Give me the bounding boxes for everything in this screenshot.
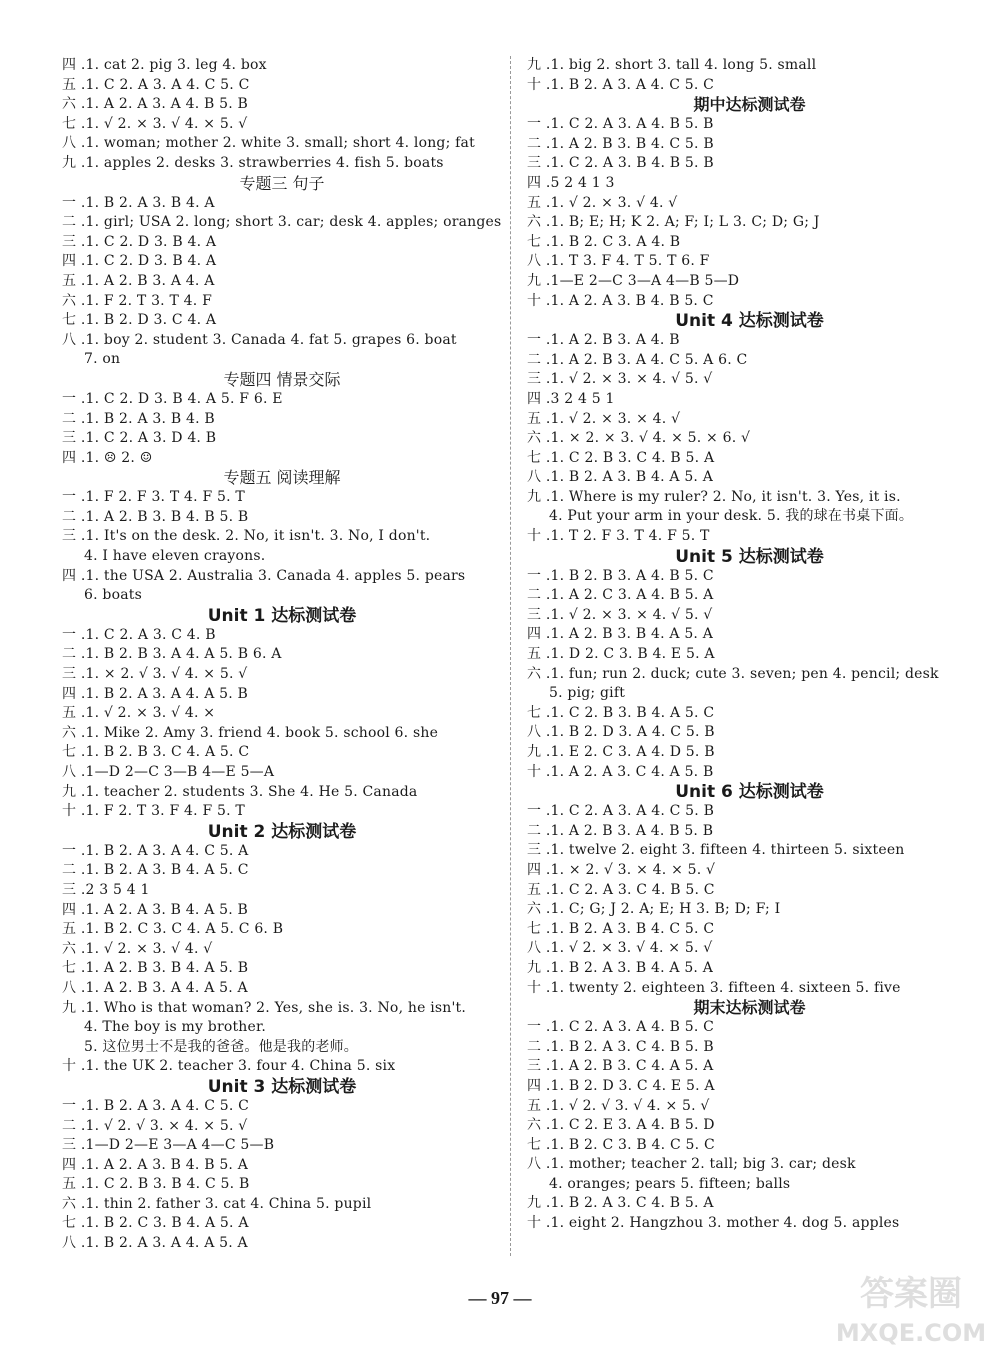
answer-line: 三 .1—D 2—E 3—A 4—C 5—B [62,1137,275,1154]
answer-line: 八 .1. A 2. B 3. A 4. A 5. A [62,979,248,996]
answer-line: 三 .1. twelve 2. eight 3. fifteen 4. thirteen 5. sixteen [527,842,905,859]
answer-line: 四 .1. B 2. A 3. A 4. A 5. B [62,685,249,702]
answer-line: 五 .1. √ 2. × 3. √ 4. √ [527,194,678,211]
answer-line: 七 .1. B 2. C 3. B 4. A 5. A [62,1215,249,1232]
answer-line: 七 .1. B 2. D 3. C 4. A [62,312,217,329]
section-heading: Unit 1 达标测试卷 [207,605,357,626]
section-heading: Unit 6 达标测试卷 [675,782,824,803]
answer-line: 四 .1. C 2. D 3. B 4. A [62,253,217,270]
answer-line: 二 .1. B 2. A 3. B 4. A 5. C [62,862,249,879]
answer-line-continuation: 5. 这位男士不是我的爸爸。他是我的老师。 [84,1038,359,1055]
answer-line: 三 .1. C 2. A 3. B 4. B 5. B [527,155,714,172]
answer-line: 八 .1. mother; teacher 2. tall; big 3. car; desk [527,1156,856,1173]
watermark-top-text: 答案圈 [860,1274,962,1314]
answer-line: 一 .1. C 2. A 3. A 4. B 5. B [527,116,714,133]
answer-line: 一 .1. F 2. F 3. T 4. F 5. T [62,489,245,506]
answer-line: 五 .1. √ 2. × 3. × 4. √ [527,410,681,427]
answer-line: 五 .1. C 2. A 3. C 4. B 5. C [527,881,715,898]
section-heading: Unit 4 达标测试卷 [675,311,824,332]
watermark-bottom-text: MXQE.COM [836,1319,986,1347]
answer-line: 三 .1. × 2. √ 3. √ 4. × 5. √ [62,666,248,683]
answer-line: 四 .5 2 4 1 3 [527,174,615,191]
right-answer-column [527,56,972,1234]
answer-line: 十 .1. B 2. A 3. A 4. C 5. C [527,76,715,93]
answer-line: 四 .1. B 2. D 3. C 4. E 5. A [527,1077,715,1094]
answer-line: 九 .1. B 2. A 3. C 4. B 5. A [527,1195,714,1212]
answer-line: 二 .1. A 2. B 3. B 4. B 5. B [62,508,249,525]
watermark-logo [836,1261,986,1351]
answer-line: 八 .1. boy 2. student 3. Canada 4. fat 5. grapes 6. boat [62,331,457,348]
answer-line: 六 .1. F 2. T 3. T 4. F [62,292,212,309]
answer-line: 六 .1. Mike 2. Amy 3. friend 4. book 5. school 6. she [62,724,439,741]
answer-line: 七 .1. B 2. C 3. A 4. B [527,233,681,250]
answer-line: 二 .1. girl; USA 2. long; short 3. car; desk 4. apples; oranges [62,214,502,231]
answer-line: 七 .1. √ 2. × 3. √ 4. × 5. √ [62,115,248,132]
answer-line: 四 .3 2 4 5 1 [527,390,615,407]
answer-line-continuation: 4. The boy is my brother. [84,1019,267,1036]
answer-line: 二 .1. A 2. B 3. B 4. C 5. B [527,135,714,152]
answer-line: 二 .1. B 2. A 3. C 4. B 5. B [527,1038,714,1055]
answer-line: 十 .1. A 2. A 3. B 4. B 5. C [527,292,714,309]
answer-line: 八 .1—D 2—C 3—B 4—E 5—A [62,764,275,780]
answer-line: 二 .1. A 2. B 3. A 4. B 5. B [527,822,714,839]
answer-line: 九 .1. Who is that woman? 2. Yes, she is. 3. No, he isn't. [62,999,467,1016]
answer-line: 三 .2 3 5 4 1 [62,881,150,898]
answer-line: 六 .1. A 2. A 3. A 4. B 5. B [62,96,249,113]
answer-line: 七 .1. C 2. B 3. B 4. A 5. C [527,704,715,721]
answer-line-continuation: 4. oranges; pears 5. fifteen; balls [549,1175,791,1192]
column-divider [510,56,511,1256]
answer-line: 八 .1. B 2. A 3. A 4. A 5. A [62,1235,248,1252]
answer-line: 七 .1. B 2. A 3. B 4. C 5. C [527,920,715,937]
answer-line: 六 .1. thin 2. father 3. cat 4. China 5. pupil [62,1195,372,1212]
answer-line: 六 .1. C; G; J 2. A; E; H 3. B; D; F; I [527,901,781,918]
answer-line: 四 .1. A 2. B 3. B 4. A 5. A [527,626,714,643]
answer-line: 八 .1. T 3. F 4. T 5. T 6. F [527,253,710,270]
answer-line-continuation: 4. I have eleven crayons. [84,548,266,565]
answer-line: 一 .1. C 2. A 3. A 4. C 5. B [527,803,715,820]
answer-line-continuation: 5. pig; gift [549,685,626,702]
answer-line: 三 .1. √ 2. × 3. × 4. √ 5. √ [527,606,713,623]
answer-line: 四 .1. A 2. A 3. B 4. B 5. A [62,1156,249,1173]
answer-line: 一 .1. C 2. A 3. C 4. B [62,626,216,643]
answer-line: 四 .1. the USA 2. Australia 3. Canada 4. apples 5. pears [62,567,466,584]
section-heading: Unit 5 达标测试卷 [675,546,824,567]
answer-line: 八 .1. √ 2. × 3. √ 4. × 5. √ [527,940,713,957]
answer-line: 六 .1. B; E; H; K 2. A; F; I; L 3. C; D; G; J [527,214,820,231]
answer-line: 六 .1. × 2. × 3. √ 4. × 5. × 6. √ [527,430,751,447]
answer-line-continuation: 6. boats [84,587,142,604]
answer-line: 九 .1. B 2. A 3. B 4. A 5. A [527,959,714,976]
answer-line: 十 .1. F 2. T 3. F 4. F 5. T [62,803,245,820]
answer-line: 三 .1. C 2. A 3. D 4. B [62,430,217,447]
answer-line: 三 .1. √ 2. × 3. × 4. √ 5. √ [527,371,713,388]
answer-line: 七 .1. B 2. B 3. C 4. A 5. C [62,744,250,761]
answer-line: 四 .1. ☹ 2. ☺ [62,449,153,466]
answer-line: 四 .1. A 2. A 3. B 4. A 5. B [62,901,249,918]
answer-line: 二 .1. A 2. B 3. A 4. C 5. A 6. C [527,351,748,368]
answer-line: 八 .1. woman; mother 2. white 3. small; short 4. long; fat [62,135,475,152]
answer-line: 二 .1. B 2. B 3. A 4. A 5. B 6. A [62,646,282,663]
answer-line: 二 .1. A 2. C 3. A 4. B 5. A [527,587,714,604]
answer-line: 四 .1. cat 2. pig 3. leg 4. box [62,57,267,73]
answer-line: 一 .1. B 2. A 3. A 4. C 5. C [62,1097,250,1114]
answer-line: 四 .1. × 2. √ 3. × 4. × 5. √ [527,861,716,878]
section-heading: 专题三 句子 [239,173,325,193]
answer-line: 九 .1. apples 2. desks 3. strawberries 4. fish 5. boats [62,154,444,171]
answer-line: 一 .1. B 2. B 3. A 4. B 5. C [527,567,714,584]
answer-line: 一 .1. C 2. D 3. B 4. A 5. F 6. E [62,390,283,407]
answer-line: 一 .1. C 2. A 3. A 4. B 5. C [527,1019,715,1036]
answer-line: 三 .1. C 2. D 3. B 4. A [62,233,217,250]
answer-line: 三 .1. It's on the desk. 2. No, it isn't. 3. No, I don't. [62,528,431,545]
answer-line: 九 .1. big 2. short 3. tall 4. long 5. small [527,57,817,73]
answer-line: 一 .1. B 2. A 3. A 4. C 5. A [62,842,249,859]
answer-line: 五 .1. C 2. B 3. B 4. C 5. B [62,1176,250,1193]
answer-line: 二 .1. √ 2. √ 3. × 4. × 5. √ [62,1117,248,1134]
answer-line: 五 .1. B 2. C 3. C 4. A 5. C 6. B [62,921,284,938]
answer-line: 七 .1. C 2. B 3. C 4. B 5. A [527,449,715,466]
left-answer-column [62,56,502,1254]
answer-line: 七 .1. A 2. B 3. B 4. A 5. B [62,960,249,977]
answer-line: 一 .1. A 2. B 3. A 4. B [527,332,680,349]
answer-line: 十 .1. A 2. A 3. C 4. A 5. B [527,763,714,780]
answer-line: 五 .1. C 2. A 3. A 4. C 5. C [62,76,250,93]
answer-line: 七 .1. B 2. C 3. B 4. C 5. C [527,1136,715,1153]
answer-line: 八 .1. B 2. A 3. B 4. A 5. A [527,469,714,486]
answer-line: 六 .1. fun; run 2. duck; cute 3. seven; pen 4. pencil; desk [527,665,939,682]
answer-line: 九 .1. E 2. C 3. A 4. D 5. B [527,744,715,760]
answer-line-continuation: 4. Put your arm in your desk. 5. 我的球在书桌下面。 [549,508,914,525]
answer-line: 五 .1. D 2. C 3. B 4. E 5. A [527,646,715,663]
section-heading: 期中达标测试卷 [693,95,806,115]
answer-line: 五 .1. A 2. B 3. A 4. A [62,272,215,289]
answer-line: 九 .1. teacher 2. students 3. She 4. He 5. Canada [62,783,418,800]
answer-line: 六 .1. √ 2. × 3. √ 4. √ [62,940,213,957]
answer-line: 九 .1. Where is my ruler? 2. No, it isn't. 3. Yes, it is. [527,488,901,505]
answer-line: 九 .1—E 2—C 3—A 4—B 5—D [527,272,740,289]
answer-line: 五 .1. √ 2. × 3. √ 4. × [62,705,216,722]
answer-line: 十 .1. eight 2. Hangzhou 3. mother 4. dog 5. apples [527,1215,900,1232]
section-heading: Unit 3 达标测试卷 [207,1076,357,1097]
section-heading: 期末达标测试卷 [693,998,806,1018]
answer-line: 六 .1. C 2. E 3. A 4. B 5. D [527,1117,715,1134]
answer-line: 十 .1. T 2. F 3. T 4. F 5. T [527,528,710,545]
answer-line: 八 .1. B 2. D 3. A 4. C 5. B [527,724,715,741]
page-number: — 97 — [468,1288,532,1308]
answer-line: 一 .1. B 2. A 3. B 4. A [62,194,215,211]
section-heading: 专题四 情景交际 [223,369,341,389]
answer-line: 三 .1. A 2. B 3. C 4. A 5. A [527,1058,714,1075]
answer-line: 十 .1. the UK 2. teacher 3. four 4. China 5. six [62,1058,396,1075]
answer-line: 十 .1. twenty 2. eighteen 3. fifteen 4. sixteen 5. five [527,979,901,996]
answer-line-continuation: 7. on [84,351,121,368]
section-heading: Unit 2 达标测试卷 [207,821,357,842]
section-heading: 专题五 阅读理解 [223,468,341,488]
answer-line: 五 .1. √ 2. √ 3. √ 4. × 5. √ [527,1097,710,1114]
answer-line: 二 .1. B 2. A 3. B 4. B [62,410,215,427]
